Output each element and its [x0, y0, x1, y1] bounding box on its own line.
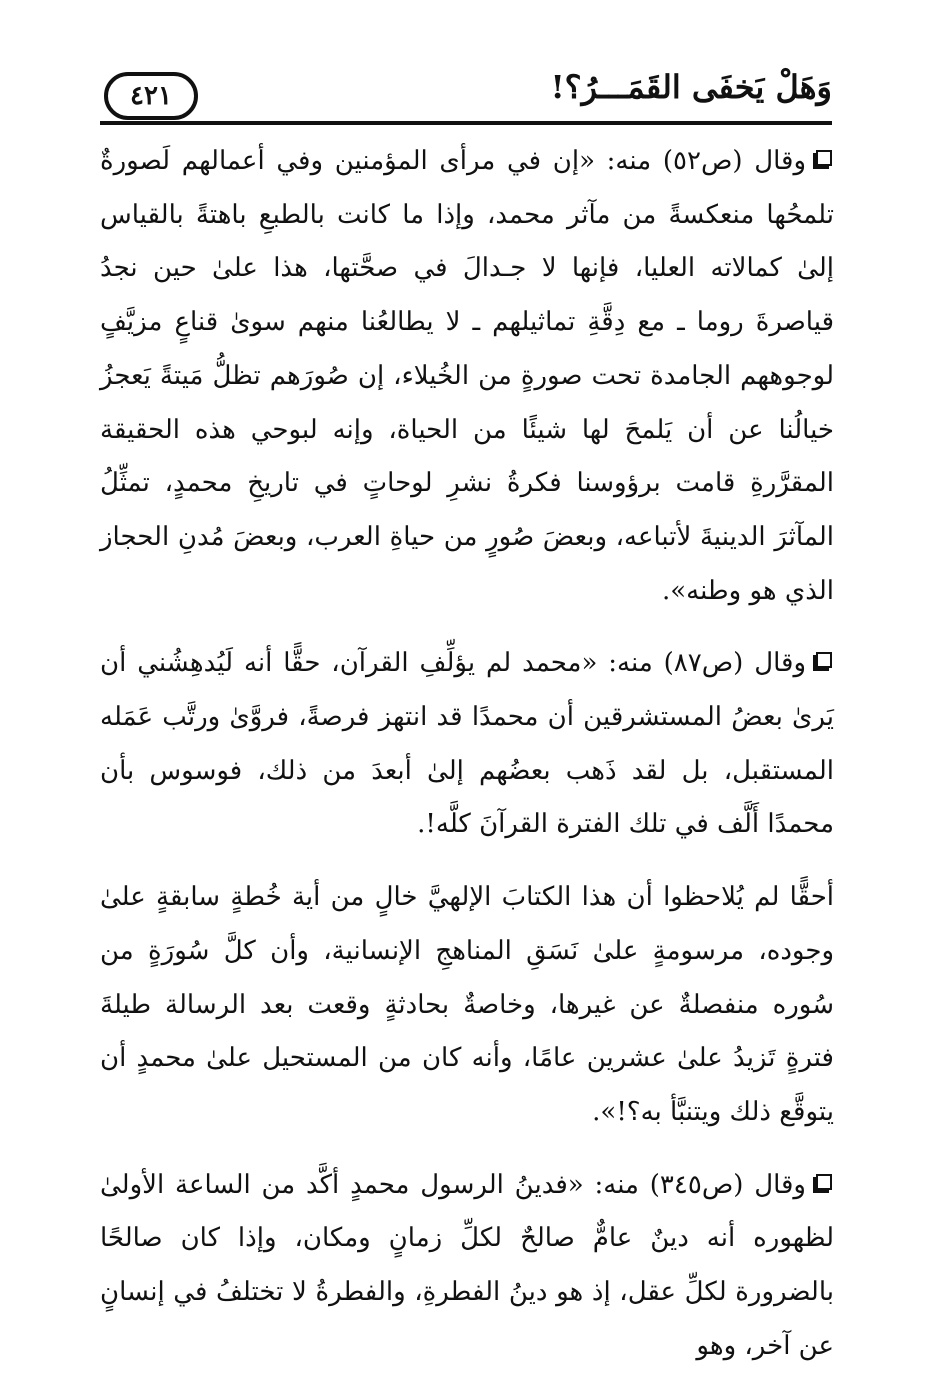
page-number-badge: [104, 72, 198, 120]
running-header: [100, 60, 832, 120]
paragraph-quote-p87: [100, 637, 834, 852]
header-divider: [100, 121, 832, 125]
paragraph-text: وقال (ص٥٢) منه: «إن في مرأى المؤمنين وفي أعمالهم لَصورةٌ تلمحُها منعكسةً من مآثر محمد، وإذا ما كانت بالطبعِ باهتةً بالقياس إلىٰ كمالاته العليا، فإنها لا جـدالَ في صحَّتها، هذا علىٰ حين نجدُ قياصرةَ روما ـ مع دِقَّةِ تماثيلهم ـ لا يطالعُنا منهم سوىٰ قناعٍ مزيَّفٍ لوجوههم الجامدة تحت صورةٍ من الخُيلاء، إن صُورَهم تظلُّ مَيتةً يَعجزُ خيالُنا عن أن يَلمحَ لها شيئًا من الحياة، وإنه لبوحي هذه الحقيقة المقرَّرةِ قامت برؤوسنا فكرةُ نشرِ لوحاتٍ في تاريخِ محمدٍ، تمثِّلُ المآثرَ الدينيةَ لأتباعه، وبعضَ صُورٍ من حياةِ العرب، وبعضَ مُدنِ الحجاز الذي هو وطنه».: [100, 146, 834, 606]
running-title: وَهَلْ يَخفَى القَمَـــرُ؟!: [550, 68, 832, 106]
page-number: ٤٢١: [130, 81, 172, 111]
paragraph-text: أحقًّا لم يُلاحظوا أن هذا الكتابَ الإلهيَّ خالٍ من أية خُطةٍ سابقةٍ علىٰ وجوده، مرسومةٍ علىٰ نَسَقِ المناهجِ الإنسانية، وأن كلَّ سُورَةٍ من سُوره منفصلةٌ عن غيرها، وخاصةٌ بحادثةٍ وقعت بعد الرسالة طيلةَ فترةٍ تَزيدُ علىٰ عشرين عامًا، وأنه كان من المستحيل علىٰ محمدٍ أن يتوقَّع ذلك ويتنبَّأ به؟!».: [100, 882, 834, 1127]
paragraph-text: وقال (ص٣٤٥) منه: «فدينُ الرسول محمدٍ أكَّد من الساعة الأولىٰ لظهوره أنه دينٌ عامٌّ صالحٌ لكلِّ زمانٍ ومكان، وإذا كان صالحًا بالضرورة لكلِّ عقل، إذ هو دينُ الفطرةِ، والفطرةُ لا تختلفُ في إنسانٍ عن آخر، وهو: [100, 1169, 834, 1361]
square-bullet-icon: [816, 1174, 832, 1190]
square-bullet-icon: [816, 652, 832, 668]
paragraph-quote-p345: [100, 1159, 834, 1373]
paragraph-quote-p52: [100, 135, 834, 618]
body-text: [100, 135, 834, 1373]
paragraph-continuation: [100, 871, 834, 1140]
square-bullet-icon: [816, 150, 832, 166]
paragraph-text: وقال (ص٨٧) منه: «محمد لم يؤلِّفِ القرآن، حقًّا أنه لَيُدهِشُني أن يَرىٰ بعضُ المستشرقين أن محمدًا قد انتهز فرصةً، فروَّىٰ ورتَّب عَمَله المستقبل، بل لقد ذَهب بعضُهم إلىٰ أبعدَ من ذلك، فوسوس بأن محمدًا أَلَّف في تلك الفترة القرآنَ كلَّه!.: [100, 648, 834, 840]
